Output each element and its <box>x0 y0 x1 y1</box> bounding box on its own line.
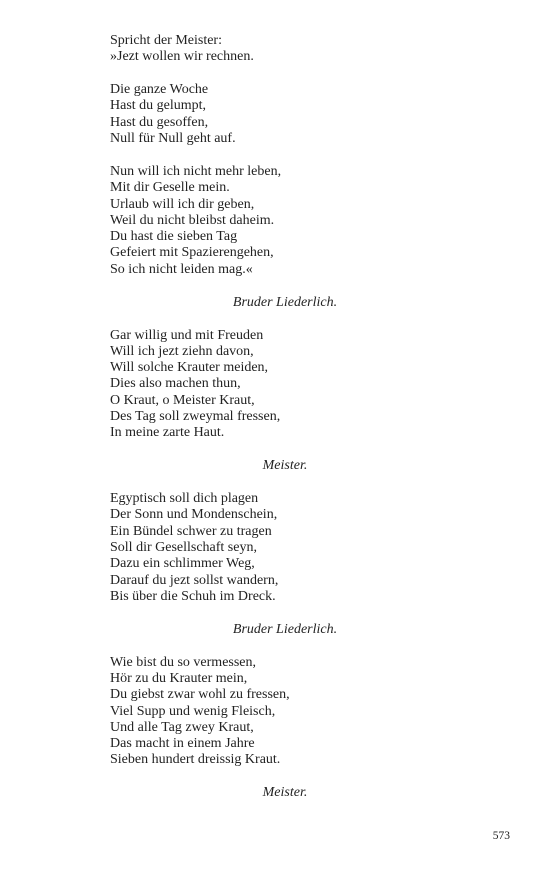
verse-line: Weil du nicht bleibst daheim. <box>110 212 275 228</box>
stanza <box>110 164 510 278</box>
verse-line: »Jezt wollen wir rechnen. <box>110 49 254 65</box>
speaker-heading: Meister. <box>262 785 308 801</box>
stanza <box>110 655 510 769</box>
verse-line: Will ich jezt ziehn davon, <box>110 343 254 359</box>
verse-line: Hast du gelumpt, <box>110 98 207 114</box>
verse-line: Hast du gesoffen, <box>110 114 209 130</box>
verse-line: Null für Null geht auf. <box>110 131 236 147</box>
stanza <box>110 491 510 605</box>
verse-line: Hör zu du Krauter mein, <box>110 670 248 686</box>
verse-line: In meine zarte Haut. <box>110 425 225 441</box>
verse-line: Will solche Krauter meiden, <box>110 360 269 376</box>
verse-line: Du giebst zwar wohl zu fressen, <box>110 687 290 703</box>
speaker-heading: Bruder Liederlich. <box>232 621 338 637</box>
verse-line: Wie bist du so vermessen, <box>110 654 257 670</box>
verse-line: Sieben hundert dreissig Kraut. <box>110 752 281 768</box>
verse-line: Dazu ein schlimmer Weg, <box>110 556 255 572</box>
verse-line: Des Tag soll zweymal fressen, <box>110 409 281 425</box>
verse-line: Gefeiert mit Spazierengehen, <box>110 245 274 261</box>
verse-line: Gar willig und mit Freuden <box>110 327 264 343</box>
poem-text <box>110 33 510 818</box>
page-number: 573 <box>492 830 510 842</box>
verse-line: Das macht in einem Jahre <box>110 736 255 752</box>
verse-line: Bis über die Schuh im Dreck. <box>110 588 276 604</box>
stanza <box>110 328 510 442</box>
verse-line: Und alle Tag zwey Kraut, <box>110 719 254 735</box>
verse-line: Der Sonn und Mondenschein, <box>110 507 278 523</box>
verse-line: So ich nicht leiden mag.« <box>110 261 253 277</box>
verse-line: Egyptisch soll dich plagen <box>110 491 259 507</box>
verse-line: Nun will ich nicht mehr leben, <box>110 163 282 179</box>
verse-line: Die ganze Woche <box>110 82 209 98</box>
stanza <box>110 82 510 147</box>
stanza <box>110 33 510 66</box>
speaker-heading: Meister. <box>262 458 308 474</box>
verse-line: Ein Bündel schwer zu tragen <box>110 523 272 539</box>
verse-line: Du hast die sieben Tag <box>110 229 238 245</box>
verse-line: Spricht der Meister: <box>110 33 222 48</box>
verse-line: Viel Supp und wenig Fleisch, <box>110 703 276 719</box>
verse-line: Urlaub will ich dir geben, <box>110 196 255 212</box>
verse-line: O Kraut, o Meister Kraut, <box>110 392 255 408</box>
speaker-heading: Bruder Liederlich. <box>232 294 338 310</box>
verse-line: Mit dir Geselle mein. <box>110 180 230 196</box>
verse-line: Darauf du jezt sollst wandern, <box>110 572 279 588</box>
verse-line: Dies also machen thun, <box>110 376 241 392</box>
verse-line: Soll dir Gesellschaft seyn, <box>110 539 257 555</box>
